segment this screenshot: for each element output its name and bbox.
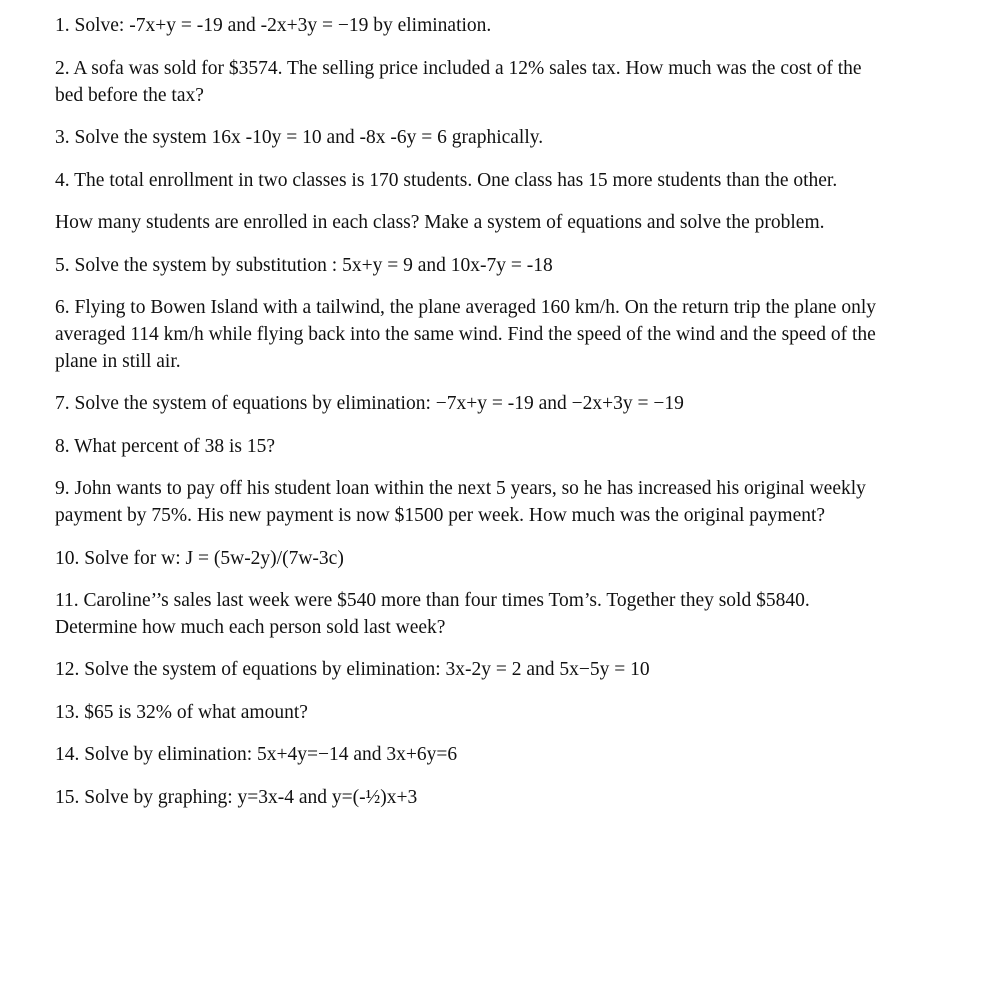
question-5 xyxy=(55,252,945,279)
question-9-line-2: payment by 75%. His new payment is now $1500 per week. How much was the original payment? xyxy=(55,505,826,526)
question-5-line-1: 5. Solve the system by substitution : 5x+y = 9 and 10x-7y = -18 xyxy=(55,255,553,276)
question-11 xyxy=(55,587,945,641)
question-8 xyxy=(55,433,945,460)
question-4 xyxy=(55,167,945,194)
question-13-line-1: 13. $65 is 32% of what amount? xyxy=(55,702,308,723)
question-7 xyxy=(55,390,945,417)
question-4-line-1: 4. The total enrollment in two classes is 170 students. One class has 15 more students than the other. xyxy=(55,170,838,191)
question-6-line-3: plane in still air. xyxy=(55,351,181,372)
question-2-line-1: 2. A sofa was sold for $3574. The selling price included a 12% sales tax. How much was the cost of the xyxy=(55,58,862,79)
question-6 xyxy=(55,294,945,375)
question-6-line-2: averaged 114 km/h while flying back into the same wind. Find the speed of the wind and the speed of the xyxy=(55,324,876,345)
question-1 xyxy=(55,12,945,39)
question-2 xyxy=(55,55,945,109)
question-15-line-1: 15. Solve by graphing: y=3x-4 and y=(-½)x+3 xyxy=(55,787,418,808)
question-11-line-1: 11. Caroline’’s sales last week were $540 more than four times Tom’s. Together they sold $5840. xyxy=(55,590,810,611)
question-6-line-1: 6. Flying to Bowen Island with a tailwind, the plane averaged 160 km/h. On the return trip the plane only xyxy=(55,297,876,318)
question-9 xyxy=(55,475,945,529)
question-12-line-1: 12. Solve the system of equations by elimination: 3x-2y = 2 and 5x−5y = 10 xyxy=(55,659,650,680)
question-9-line-1: 9. John wants to pay off his student loan within the next 5 years, so he has increased his original weekly xyxy=(55,478,866,499)
question-8-line-1: 8. What percent of 38 is 15? xyxy=(55,436,276,457)
question-3 xyxy=(55,124,945,151)
question-14 xyxy=(55,741,945,768)
question-12 xyxy=(55,656,945,683)
question-10-line-1: 10. Solve for w: J = (5w-2y)/(7w-3c) xyxy=(55,548,344,569)
question-7-line-1: 7. Solve the system of equations by elimination: −7x+y = -19 and −2x+3y = −19 xyxy=(55,393,684,414)
question-14-line-1: 14. Solve by elimination: 5x+4y=−14 and 3x+6y=6 xyxy=(55,744,458,765)
question-3-line-1: 3. Solve the system 16x -10y = 10 and -8x -6y = 6 graphically. xyxy=(55,127,544,148)
question-4-line-2: How many students are enrolled in each class? Make a system of equations and solve the problem. xyxy=(55,212,825,233)
question-15 xyxy=(55,784,945,811)
question-1-line-1: 1. Solve: -7x+y = -19 and -2x+3y = −19 by elimination. xyxy=(55,15,492,36)
question-2-line-2: bed before the tax? xyxy=(55,85,204,106)
question-10 xyxy=(55,545,945,572)
question-11-line-2: Determine how much each person sold last week? xyxy=(55,617,446,638)
question-13 xyxy=(55,699,945,726)
question-4-continued xyxy=(55,209,945,236)
